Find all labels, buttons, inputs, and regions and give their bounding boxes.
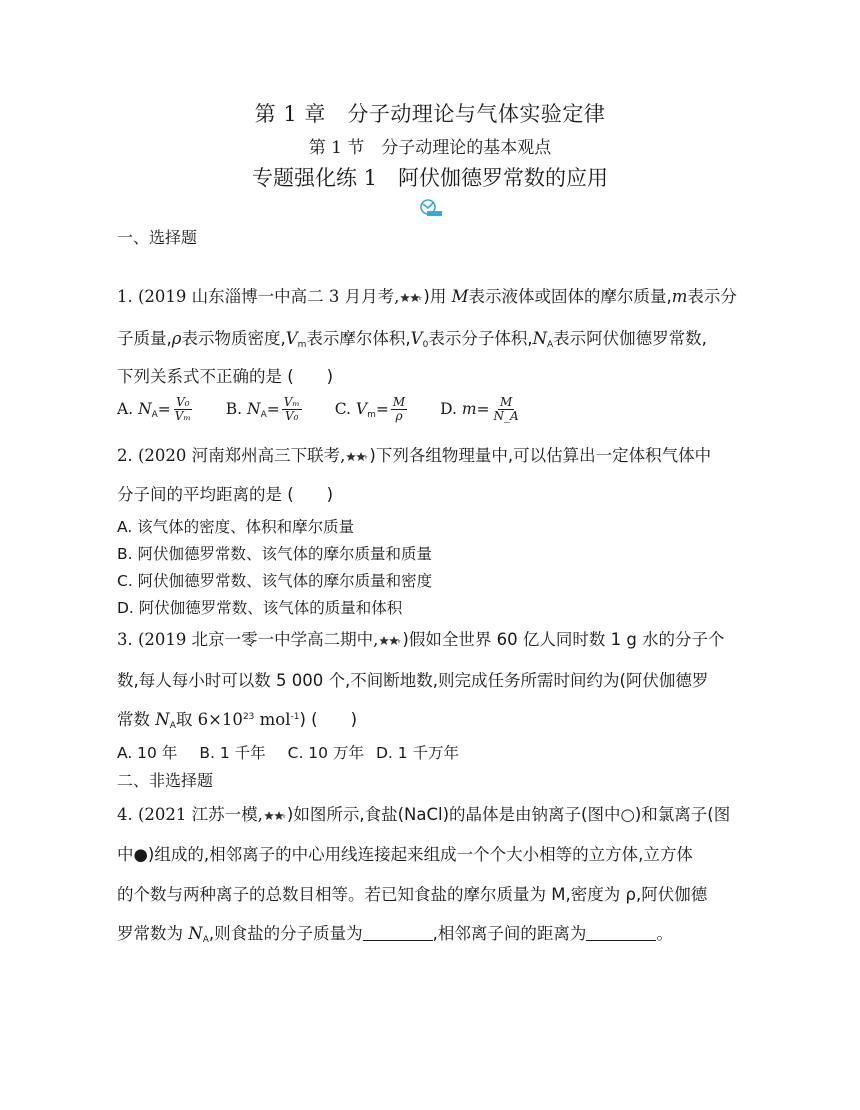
q2-option-b[interactable]: B. 阿伏伽德罗常数、该气体的摩尔质量和质量 — [117, 545, 432, 563]
q2-option-c[interactable]: C. 阿伏伽德罗常数、该气体的摩尔质量和密度 — [117, 572, 433, 590]
q1-options — [117, 396, 549, 423]
q1-line-3: 下列关系式不正确的是 ( ) — [117, 367, 334, 386]
section-heading-nonchoice: 二、非选择题 — [117, 771, 214, 790]
q1-option-c[interactable]: C. $V_m=$ $\frac{M}{\rho}$ — [334, 395, 406, 423]
q2-option-d[interactable]: D. 阿伏伽德罗常数、该气体的质量和体积 — [117, 599, 403, 617]
publisher-logo-icon — [417, 198, 443, 218]
difficulty-stars-icon — [400, 292, 422, 304]
q1-option-b[interactable]: B. $N_A=$ $\frac{\text{Vₘ}}{\text{V₀}}$ — [225, 395, 300, 423]
section-heading-choice: 一、选择题 — [117, 228, 198, 247]
q3-line-1: 3. (2019 北京一零一中学高二期中, )假如全世界 60 亿人同时数 1 g 水的分子个 — [117, 630, 725, 649]
difficulty-stars-icon — [379, 635, 401, 647]
q1-line-1: 1. (2019 山东淄博一中高二 3 月月考, )用 M表示液体或固体的摩尔质量,m表示分 — [117, 287, 737, 306]
q3-option-c[interactable]: C. 10 万年 — [287, 744, 364, 762]
q3-option-a[interactable]: A. 10 年 — [117, 744, 178, 762]
section-title: 第 1 节 分子动理论的基本观点 — [308, 138, 552, 158]
q1-option-d[interactable]: D. m= $\frac{M}{N\_A}$ — [440, 395, 519, 423]
answer-blank-molecular-mass[interactable] — [363, 926, 433, 941]
answer-blank-ion-distance[interactable] — [586, 926, 656, 941]
q3-line-2: 数,每人每小时可以数 5 000 个,不间断地数,则完成任务所需时间约为(阿伏伽德罗 — [117, 671, 709, 690]
q4-line-4: 罗常数为 $N_A$,则食盐的分子质量为 ,相邻离子间的距离为 。 — [117, 924, 673, 945]
q1-line-2: 子质量,ρ表示物质密度$,V_m$表示摩尔体积$,V_0$表示分子体积$,N_A$表示阿伏伽德罗常数, — [117, 329, 707, 350]
q3-option-b[interactable]: B. 1 千年 — [199, 744, 266, 762]
q2-option-a[interactable]: A. 该气体的密度、体积和摩尔质量 — [117, 518, 355, 536]
q2-line-1: 2. (2020 河南郑州高三下联考, )下列各组物理量中,可以估算出一定体积气体中 — [117, 446, 712, 465]
q2-line-2: 分子间的平均距离的是 ( ) — [117, 485, 334, 504]
q4-line-1: 4. (2021 江苏一模, )如图所示,食盐(NaCl)的晶体是由钠离子(图中○)和氯离子(图 — [117, 805, 731, 824]
difficulty-stars-icon — [346, 451, 368, 463]
q1-option-a[interactable]: A. $N_A=$ $\frac{\text{V₀}}{\text{Vₘ}}$ — [117, 395, 191, 423]
chapter-title: 第 1 章 分子动理论与气体实验定律 — [254, 102, 606, 126]
topic-title: 专题强化练 1 阿伏伽德罗常数的应用 — [251, 166, 609, 190]
difficulty-stars-icon — [264, 810, 286, 822]
q3-line-3: 常数 $N_A$取 $6\times 10^{23}$ mol$^{-1}$) ( ) — [117, 710, 358, 731]
q4-line-3: 的个数与两种离子的总数目相等。若已知食盐的摩尔质量为 M,密度为 ρ,阿伏伽德 — [117, 885, 708, 904]
q3-option-d[interactable]: D. 1 千万年 — [375, 744, 460, 762]
q3-options — [117, 741, 485, 763]
q4-line-2: 中●)组成的,相邻离子的中心用线连接起来组成一个个大小相等的立方体,立方体 — [117, 845, 693, 864]
